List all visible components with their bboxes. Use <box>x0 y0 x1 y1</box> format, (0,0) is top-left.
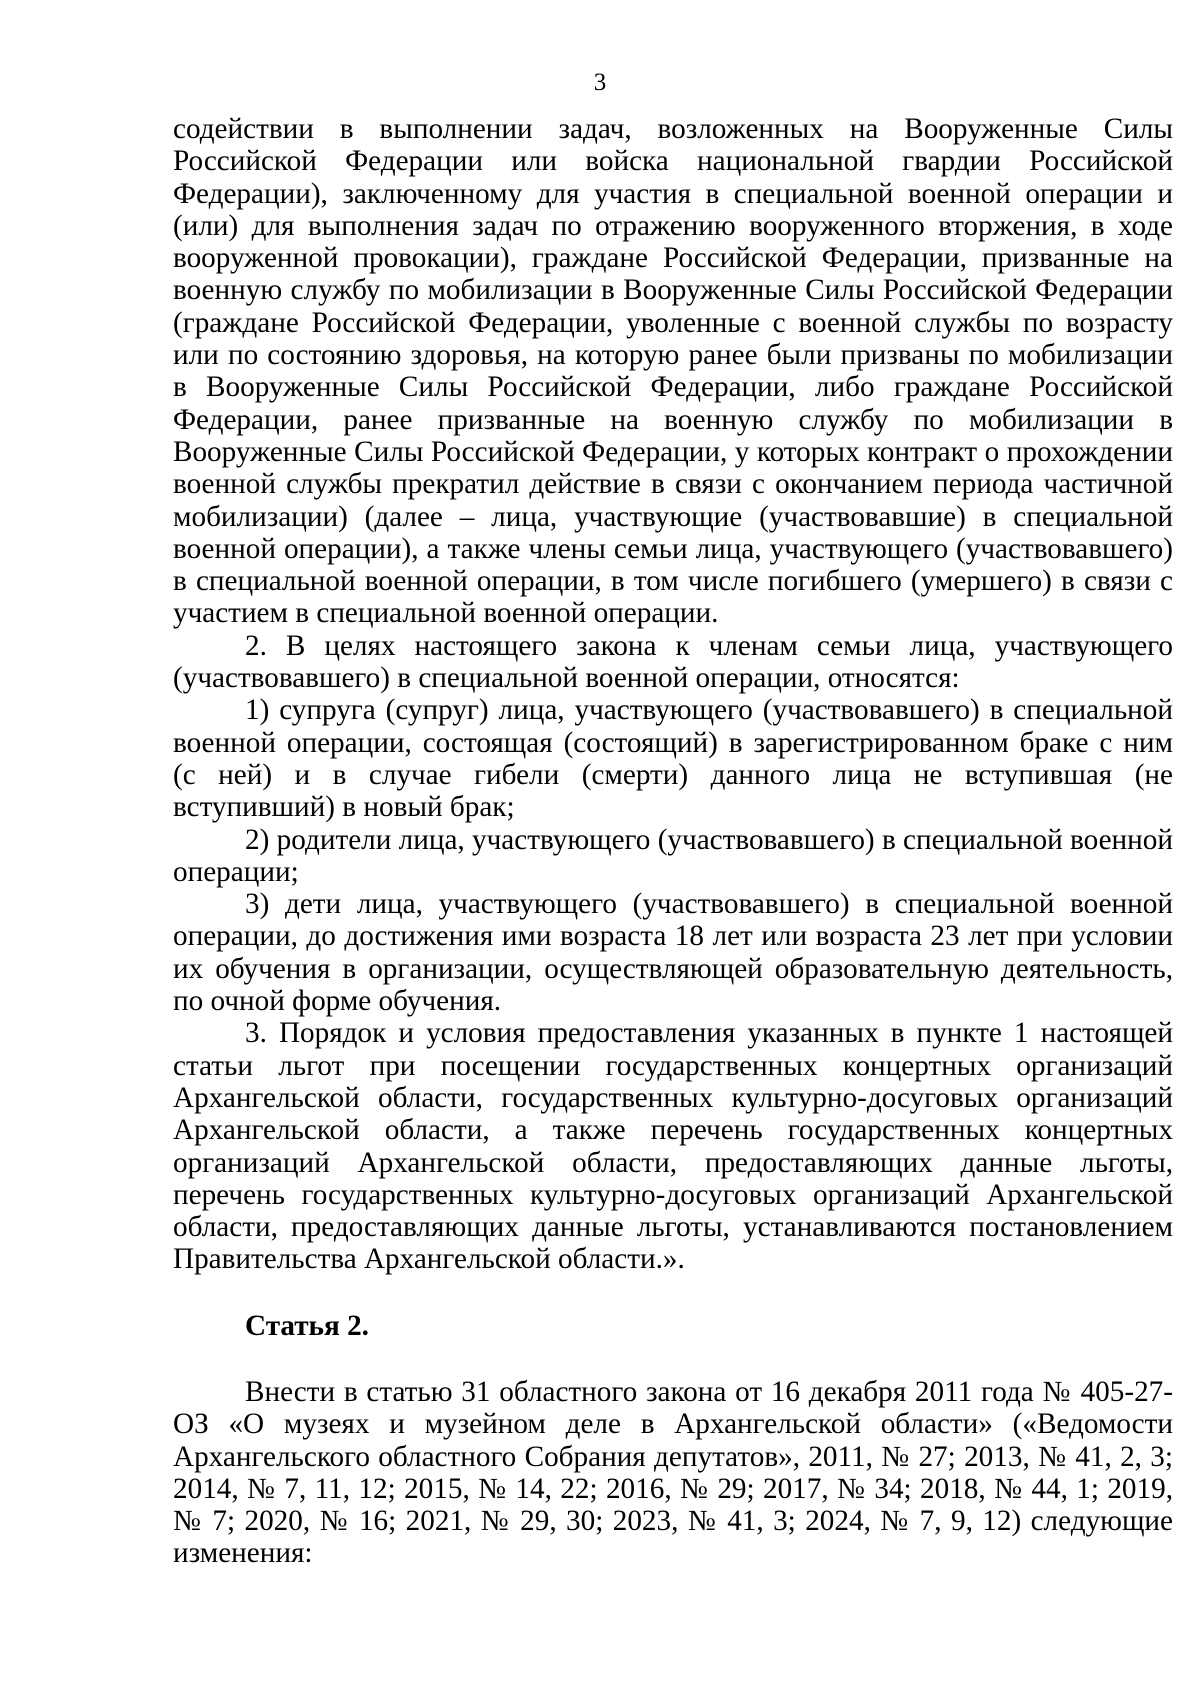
article-heading: Статья 2. <box>245 1309 369 1342</box>
document-body <box>173 113 1173 1570</box>
paragraph-item-3: 3. Порядок и условия предоставления указанных в пункте 1 настоящей статьи льгот при посещении государственных концертных организаций Архангельской области, государственных культурно-досуговых организаций Архангельской области, а также перечень государственных концертных организаций Архангельской области, предоставляющих данные льготы, перечень государственных культурно-досуговых организаций Архангельской области, предоставляющих данные льготы, устанавливаются постановлением Правительства Архангельской области.». <box>173 1017 1173 1276</box>
paragraph-item-2: 2. В целях настоящего закона к членам семьи лица, участвующего (участвовавшего) в специальной военной операции, относятся: <box>173 629 1173 695</box>
paragraph-article-2-intro: Внести в статью 31 областного закона от 16 декабря 2011 года № 405-27-ОЗ «О музеях и музейном деле в Архангельской области» («Ведомости Архангельского областного Собрания депутатов», 2011, № 27; 2013, № 41, 2, 3; 2014, № 7, 11, 12; 2015, № 14, 22; 2016, № 29; 2017, № 34; 2018, № 44, 1; 2019, № 7; 2020, № 16; 2021, № 29, 30; 2023, № 41, 3; 2024, № 7, 9, 12) следующие изменения: <box>173 1375 1173 1570</box>
paragraph-subitem-2: 2) родители лица, участвующего (участвовавшего) в специальной военной операции; <box>173 823 1173 888</box>
paragraph-subitem-1: 1) супруга (супруг) лица, участвующего (участвовавшего) в специальной военной операции, состоящая (состоящий) в зарегистрированном браке с ним (с ней) и в случае гибели (смерти) данного лица не вступившая (не вступивший) в новый брак; <box>173 694 1173 824</box>
paragraph-subitem-3: 3) дети лица, участвующего (участвовавшего) в специальной военной операции, до достижения ими возраста 18 лет или возраста 23 лет при условии их обучения в организации, осуществляющей образовательную деятельность, по очной форме обучения. <box>173 888 1173 1018</box>
paragraph-continuation: содействии в выполнении задач, возложенных на Вооруженные Силы Российской Федерации или войска национальной гвардии Российской Федерации), заключенному для участия в специальной военной операции и (или) для выполнения задач по отражению вооруженного вторжения, в ходе вооруженной провокации), граждане Российской Федерации, призванные на военную службу по мобилизации в Вооруженные Силы Российской Федерации (граждане Российской Федерации, уволенные с военной службы по возрасту или по состоянию здоровья, на которую ранее были призваны по мобилизации в Вооруженные Силы Российской Федерации, либо граждане Российской Федерации, ранее призванные на военную службу по мобилизации в Вооруженные Силы Российской Федерации, у которых контракт о прохождении военной службы прекратил действие в связи с окончанием периода частичной мобилизации) (далее – лица, участвующие (участвовавшие) в специальной военной операции), а также члены семьи лица, участвующего (участвовавшего) в специальной военной операции, в том числе погибшего (умершего) в связи с участием в специальной военной операции. <box>173 113 1173 630</box>
page-number: 3 <box>593 69 607 96</box>
